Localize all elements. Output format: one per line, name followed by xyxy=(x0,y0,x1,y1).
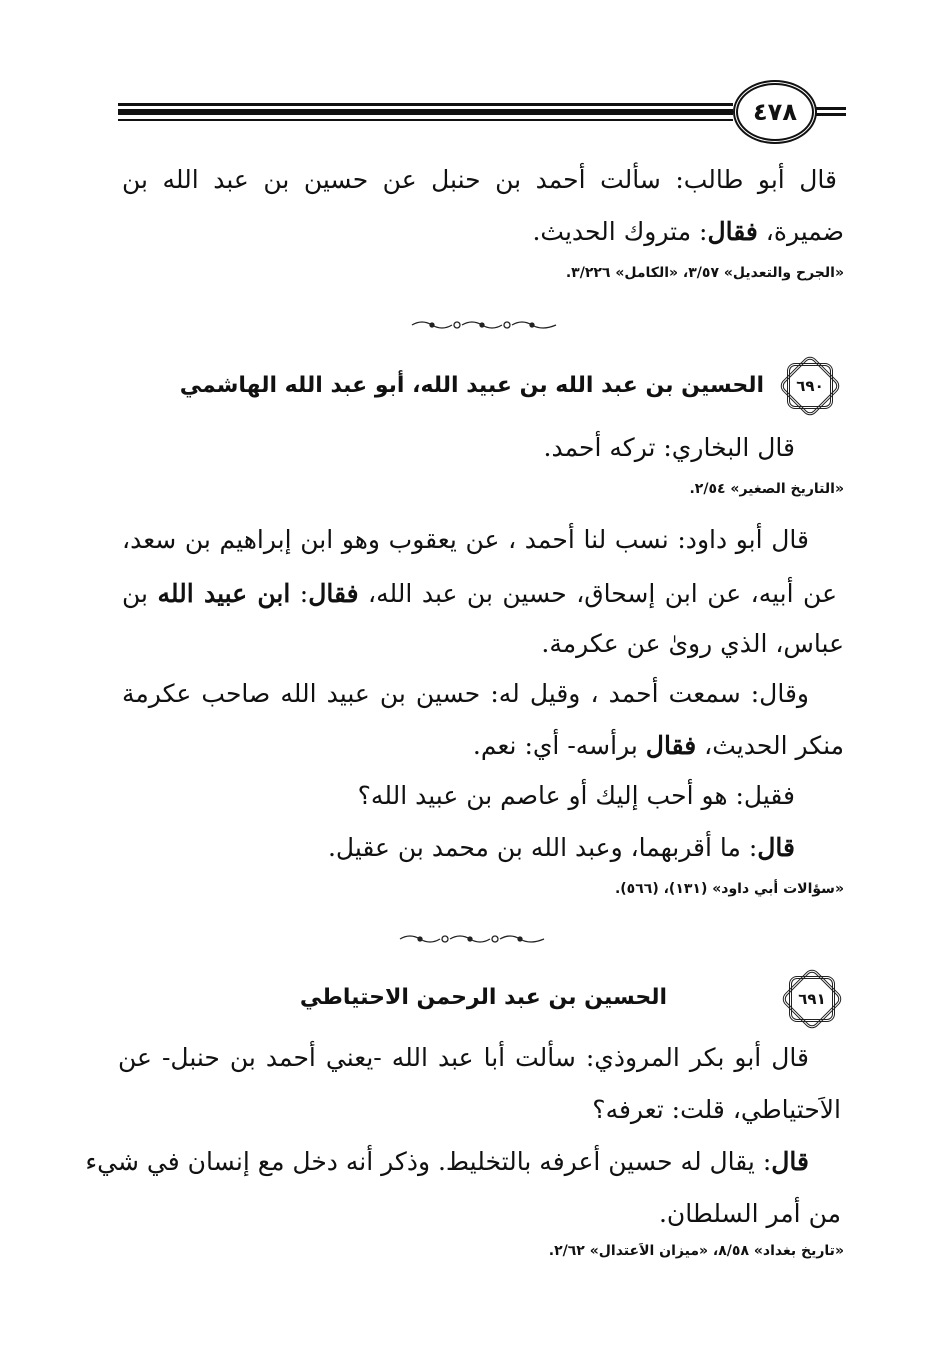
entry-number: ٦٩١ xyxy=(798,990,826,1008)
entry-number: ٦٩٠ xyxy=(796,377,824,395)
header-rule xyxy=(118,109,733,115)
entry-number-badge xyxy=(787,363,833,409)
source-citation: «الجرح والتعديل» ٣/٥٧، «الكامل» ٣/٢٢٦. xyxy=(565,265,844,281)
body-line: منكر الحديث، فقال برأسه- أي: نعم. xyxy=(472,731,844,760)
body-line: قال البخاري: تركه أحمد. xyxy=(543,433,795,462)
body-line: وقال: سمعت أحمد ، وقيل له: حسين بن عبيد الله صاحب عكرمة xyxy=(122,679,809,708)
source-citation: «التاريخ الصغير» ٢/٥٤. xyxy=(689,481,844,497)
page-number: ٤٧٨ xyxy=(733,80,817,144)
body-line: من أمر السلطان. xyxy=(658,1199,841,1228)
body-line: قال أبو داود: نسب لنا أحمد ، عن يعقوب وهو ابن إبراهيم بن سعد، xyxy=(122,525,809,554)
entry-title: الحسين بن عبد الرحمن الاحتياطي xyxy=(299,985,667,1010)
body-line: عباس، الذي روىٰ عن عكرمة. xyxy=(541,629,844,658)
source-citation: «تاريخ بغداد» ٨/٥٨، «ميزان الاَعتدال» ٢/٦٢. xyxy=(548,1243,844,1259)
body-line: قال أبو بكر المروذي: سألت أبا عبد الله -يعني أحمد بن حنبل- عن xyxy=(118,1043,809,1072)
header-rule xyxy=(816,113,846,116)
ornament-divider-icon xyxy=(398,932,546,946)
body-line: الاَحتياطي، قلت: تعرفه؟ xyxy=(592,1095,841,1124)
entry-number-badge xyxy=(789,976,835,1022)
body-line: فقيل: هو أحب إليك أو عاصم بن عبيد الله؟ xyxy=(357,781,795,810)
header-rule xyxy=(118,103,733,106)
body-line: عن أبيه، عن ابن إسحاق، حسين بن عبد الله، فقال: ابن عبيد الله بن xyxy=(122,579,838,608)
source-citation: «سؤالات أبي داود» (١٣١)، (٥٦٦). xyxy=(614,881,844,897)
ornament-divider-icon xyxy=(410,318,558,332)
header-rule xyxy=(118,119,733,121)
header-rule xyxy=(816,107,846,110)
entry-title: الحسين بن عبد الله بن عبيد الله، أبو عبد الله الهاشمي xyxy=(179,373,764,398)
body-line: قال: ما أقربهما، وعبد الله بن محمد بن عقيل. xyxy=(327,833,795,862)
body-line: قال أبو طالب: سألت أحمد بن حنبل عن حسين بن عبد الله بن xyxy=(122,165,837,194)
body-line: قال: يقال له حسين أعرفه بالتخليط. وذكر أنه دخل مع إنسان في شيء xyxy=(85,1147,809,1176)
body-line: ضميرة، فقال: متروك الحديث. xyxy=(532,217,844,246)
